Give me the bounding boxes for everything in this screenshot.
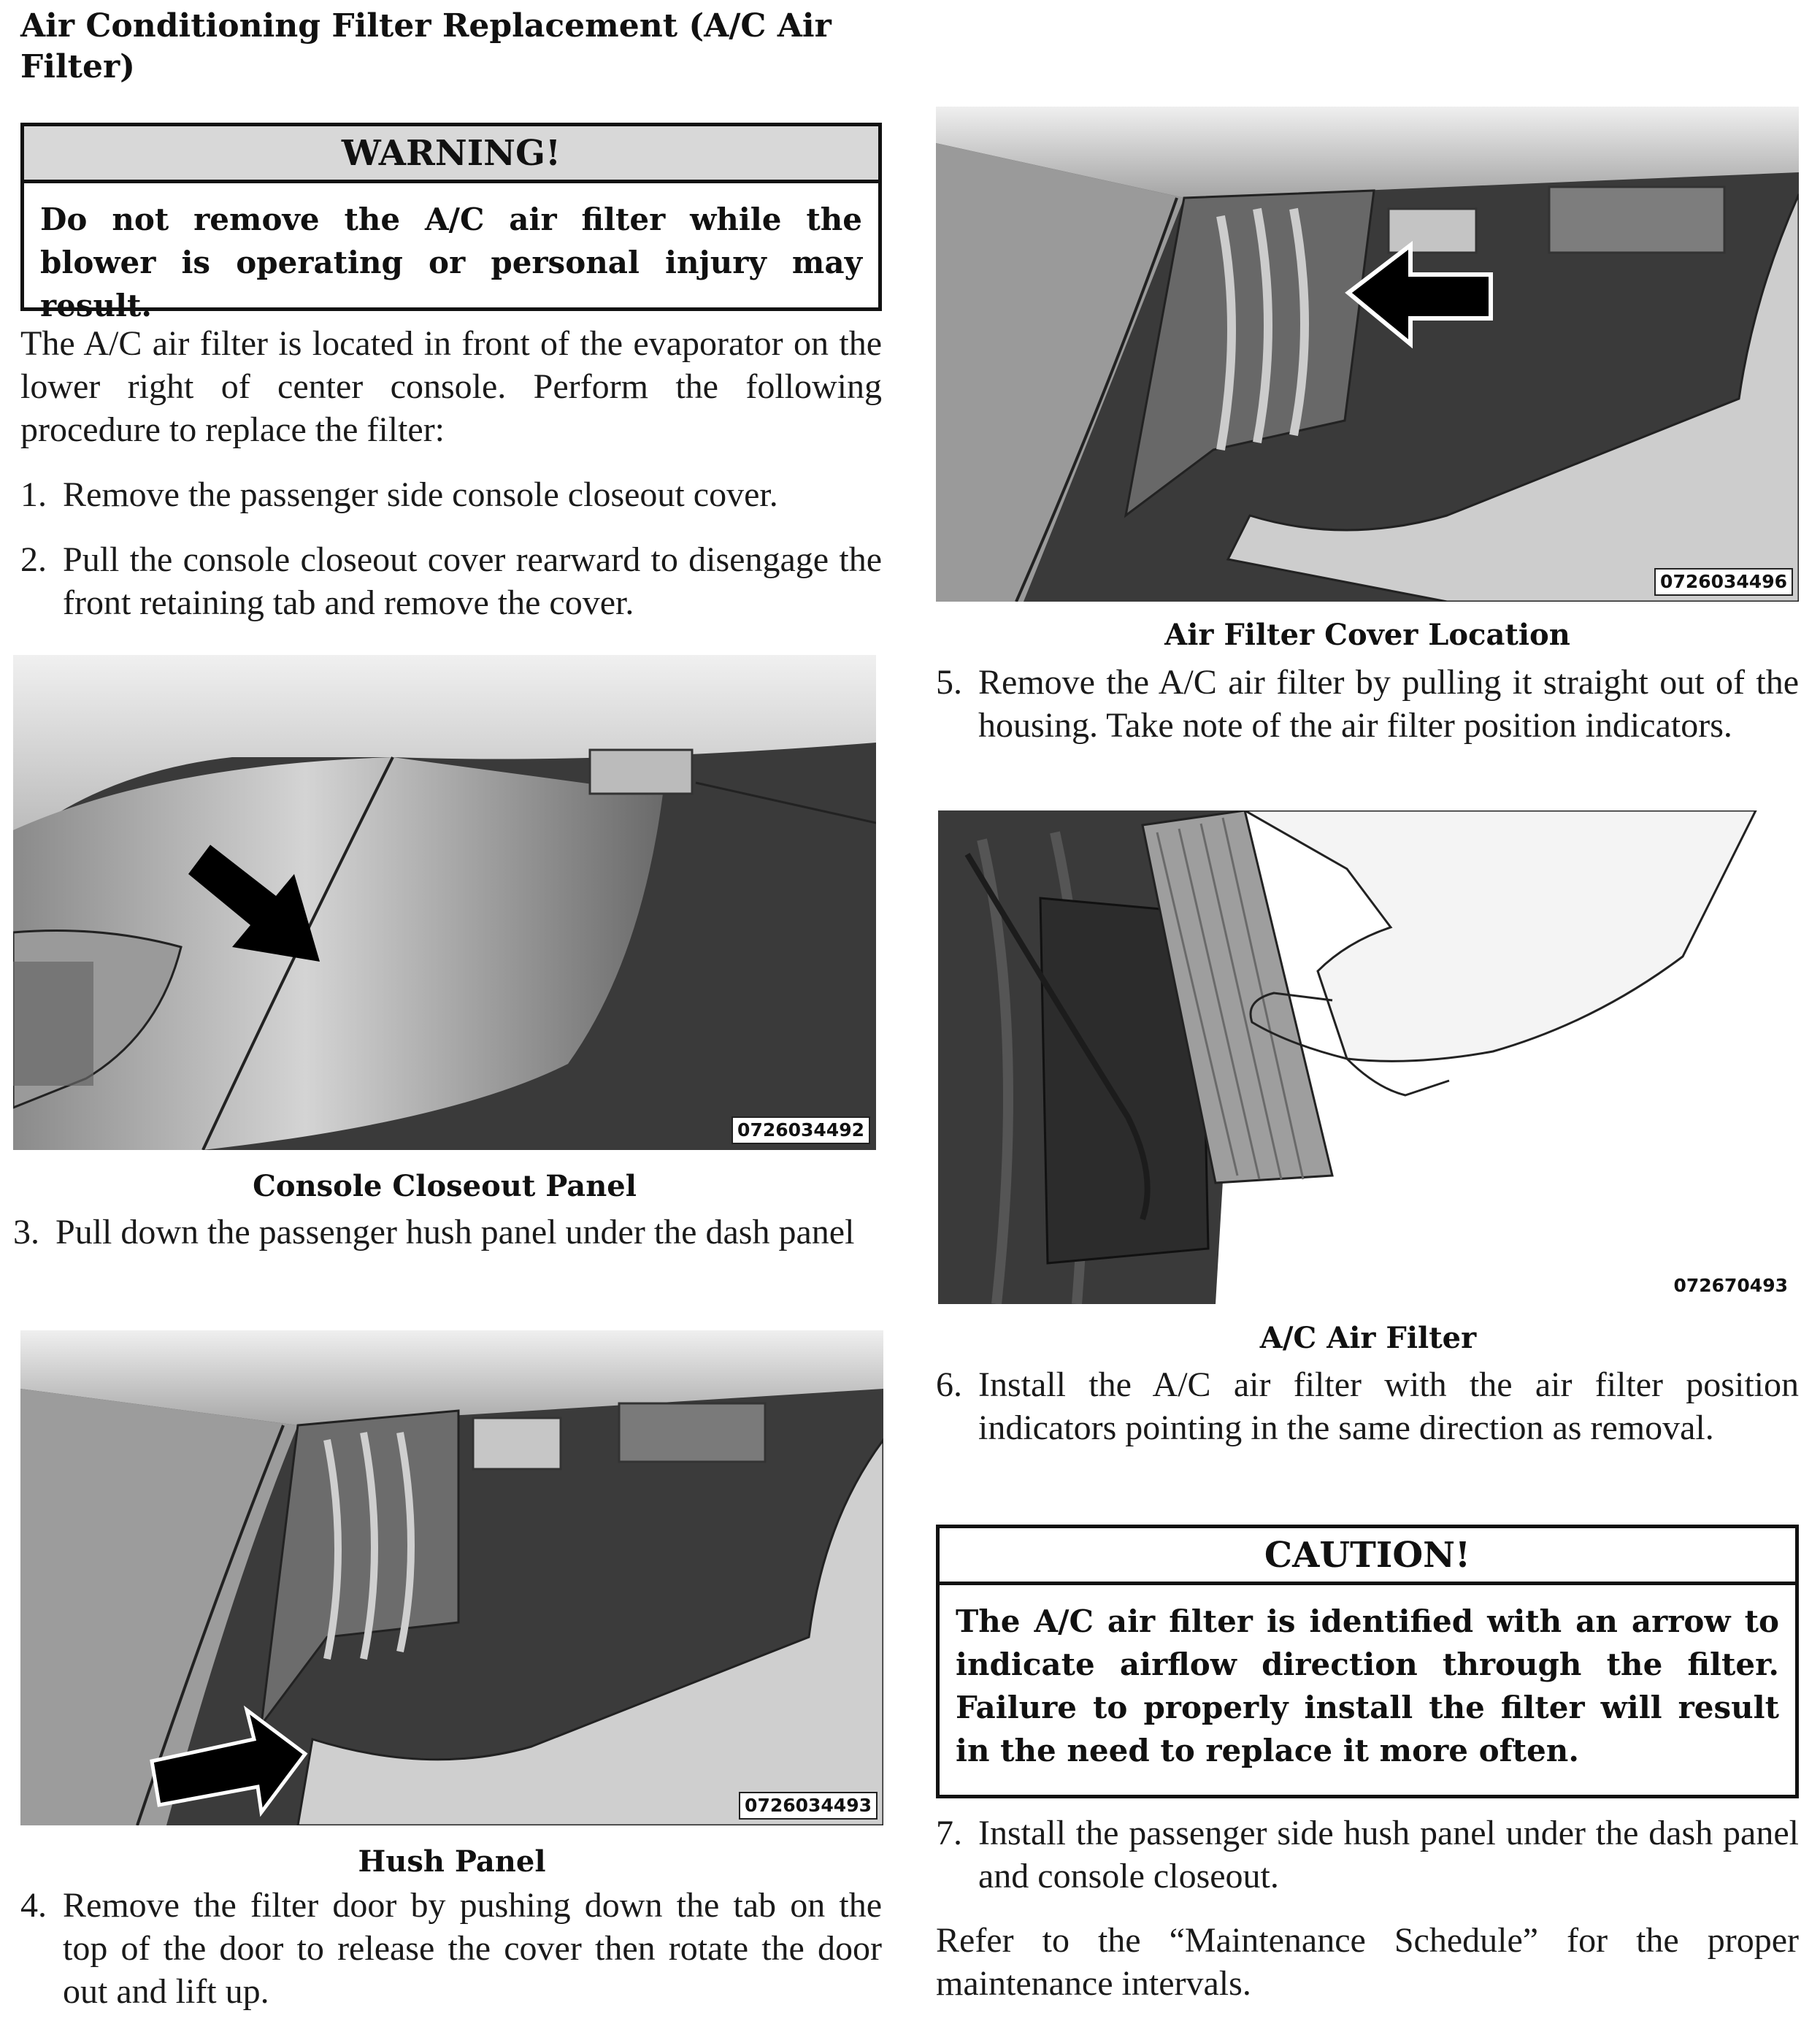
step-number: 2. — [20, 540, 47, 579]
step-number: 5. — [936, 663, 962, 702]
section-title: Air Conditioning Filter Replacement (A/C Air Filter) — [20, 7, 832, 85]
figure-hush-panel — [20, 1330, 883, 1825]
figure-id: 0726034493 — [739, 1792, 878, 1820]
step-text: Install the A/C air filter with the air filter position indicators pointing in the same direction as removal. — [978, 1365, 1799, 1447]
step-5 — [936, 661, 1799, 747]
step-text: Remove the A/C air filter by pulling it straight out of the housing. Take note of the air filter position indicators. — [978, 663, 1799, 745]
figure-caption: Air Filter Cover Location — [1164, 618, 1570, 652]
figure-air-filter-cover-location — [936, 107, 1799, 602]
step-1 — [20, 473, 882, 516]
caution-heading: CAUTION! — [940, 1528, 1795, 1585]
step-number: 7. — [936, 1814, 962, 1852]
step-number: 6. — [936, 1365, 962, 1404]
caution-text: The A/C air filter is identified with an arrow to indicate airflow direction through the filter. Failure to properly install the filter will result in the need to replace it more often. — [956, 1603, 1779, 1768]
warning-text: Do not remove the A/C air filter while the blower is operating or personal injury may result. — [40, 202, 862, 323]
step-text: Pull the console closeout cover rearward to disengage the front retaining tab and remove the cover. — [63, 540, 882, 622]
figure-ac-air-filter — [938, 810, 1798, 1304]
step-2 — [20, 538, 882, 624]
warning-heading: WARNING! — [24, 126, 878, 183]
step-number: 3. — [13, 1213, 39, 1251]
step-text: Pull down the passenger hush panel under the dash panel — [55, 1213, 855, 1251]
figure-caption: A/C Air Filter — [1259, 1321, 1477, 1355]
warning-box — [20, 123, 882, 323]
step-number: 1. — [20, 475, 47, 514]
air-filter-cover-illustration — [936, 107, 1799, 602]
caution-box — [936, 1525, 1799, 1798]
figure-id: 072670493 — [1673, 1275, 1788, 1296]
ac-air-filter-illustration — [938, 810, 1798, 1304]
step-text: Remove the passenger side console closeout cover. — [63, 475, 778, 514]
figure-caption: Console Closeout Panel — [253, 1169, 637, 1203]
figure-id: 0726034496 — [1654, 568, 1793, 596]
step-6 — [936, 1363, 1799, 1449]
hush-panel-illustration — [20, 1330, 883, 1825]
figure-caption: Hush Panel — [358, 1844, 546, 1879]
console-closeout-illustration — [13, 655, 876, 1150]
step-text: Remove the filter door by pushing down the tab on the top of the door to release the cover then rotate the door out and lift up. — [63, 1886, 882, 2011]
step-3 — [13, 1211, 882, 1254]
step-4 — [20, 1884, 882, 2013]
step-text: Install the passenger side hush panel under the dash panel and console closeout. — [978, 1814, 1799, 1895]
step-number: 4. — [20, 1886, 47, 1925]
closing-paragraph: Refer to the “Maintenance Schedule” for the proper maintenance intervals. — [936, 1921, 1799, 2003]
figure-id: 0726034492 — [732, 1116, 870, 1144]
figure-console-closeout-panel — [13, 655, 876, 1150]
intro-paragraph: The A/C air filter is located in front of the evaporator on the lower right of center console. Perform the following procedure to replace the filter: — [20, 324, 882, 449]
step-7 — [936, 1812, 1799, 1898]
